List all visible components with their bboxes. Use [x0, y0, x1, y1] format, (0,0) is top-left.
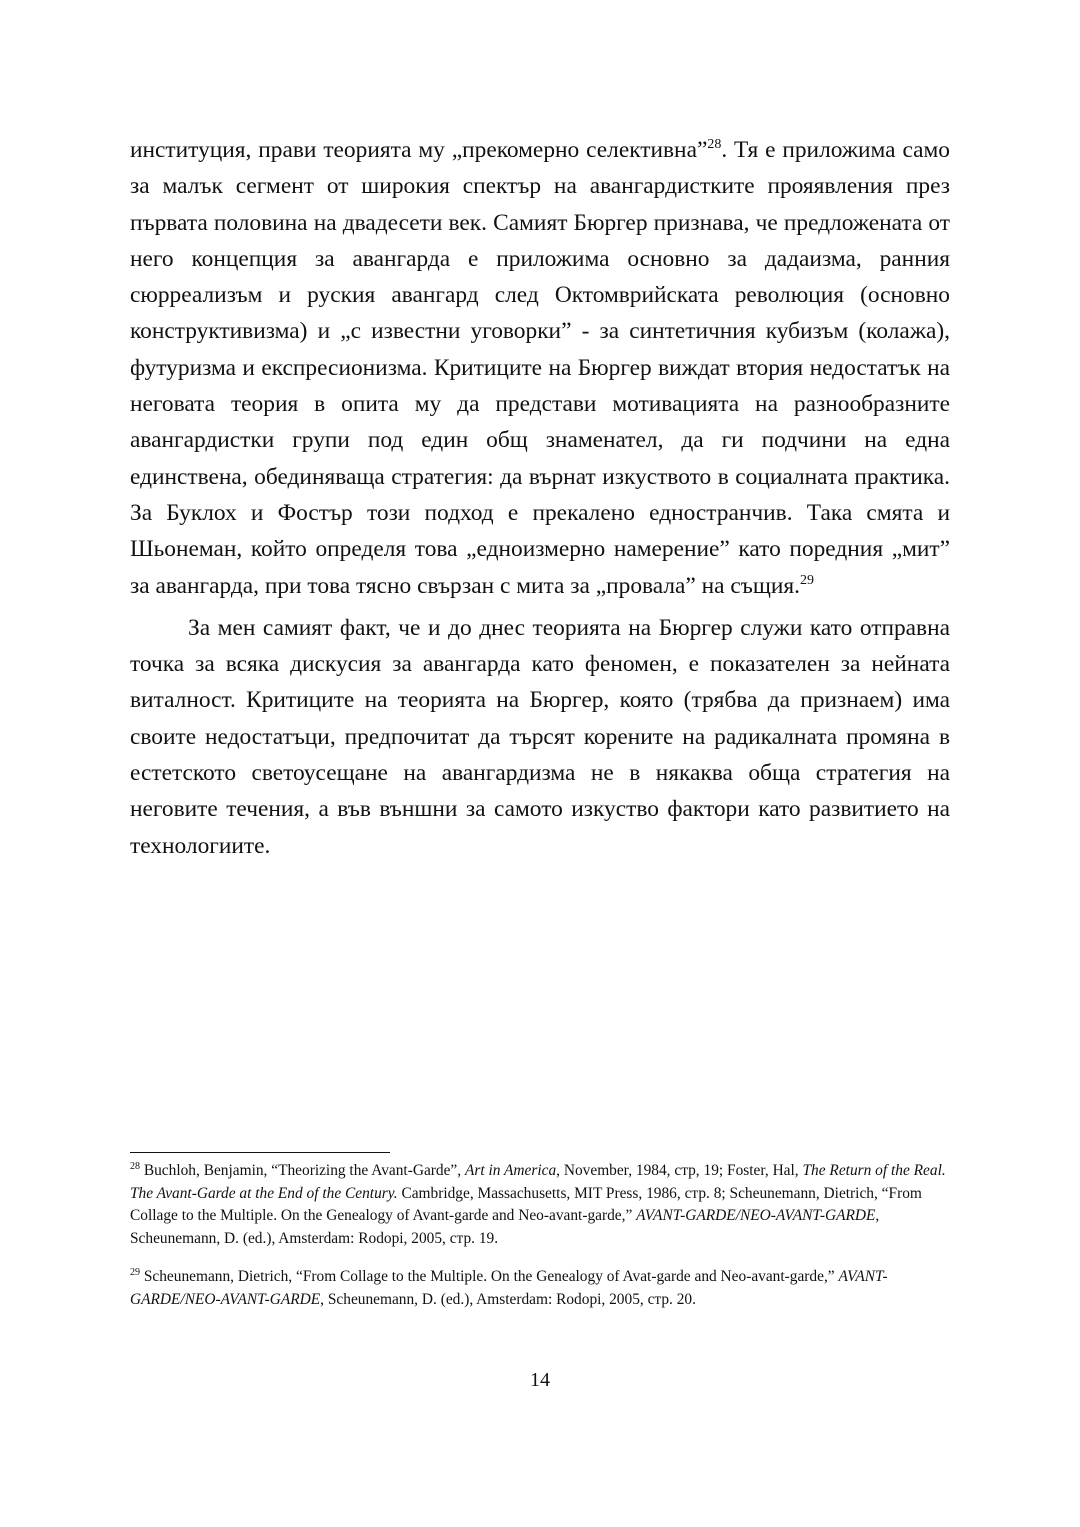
footnote-text: Cambridge, Massachusetts, MIT Press, 1986, стр. 8; Scheunemann, Dietrich, “From Collage to the Multiple. On the Genealogy of Avant-garde and Neo-avant-garde,” [130, 1184, 922, 1224]
page-number: 14 [530, 1369, 550, 1391]
footnote-ref-28[interactable]: 28 [707, 137, 722, 153]
footnote-number: 29 [130, 1266, 140, 1278]
footnote-text: , Scheunemann, D. (ed.), Amsterdam: Rodopi, 2005, стр. 20. [320, 1290, 696, 1308]
paragraph-1 [130, 132, 950, 604]
paragraph-1-text-b: . Тя е приложима само за малък сегмент от широкия спектър на авангардистките прояявления през първата половина на двадесети век. Самият Бюргер признава, че предложената от него концепция за авангарда е приложима основно за дадаизма, ранния сюрреализъм и руския авангард след Октомврийската революция (основно конструктивизма) и „с известни уговорки” - за синтетичния кубизъм (колажа), футуризма и експресионизма. Критиците на Бюргер виждат втория недостатък на неговата теория в опита му да представи мотивацията на разнообразните авангардистки групи под един общ знаменател, да ги подчини на една единствена, обединяваща стратегия: да върнат изкуството в социалната практика. За Буклох и Фостър този подход е прекалено едностранчив. Така смята и Шьонеман, който определя това „едноизмерно намерение” като поредния „мит” за авангарда, при това тясно свързан с мита за „провала” на същия. [130, 137, 950, 599]
footnotes [130, 1160, 950, 1311]
footnote-separator [130, 1152, 390, 1153]
footnote-title: The Return of the Real. The Avant-Garde at the End of the Century. [130, 1162, 946, 1202]
footnote-ref-29[interactable]: 29 [800, 572, 815, 588]
paragraph-1-text-a: институция, прави теорията му „прекомерно селективна” [130, 137, 708, 163]
footnote-29 [130, 1266, 950, 1311]
footnote-title: AVANT-GARDE/NEO-AVANT-GARDE [130, 1268, 888, 1308]
body-text [130, 132, 950, 864]
footnote-text: Scheunemann, Dietrich, “From Collage to the Multiple. On the Genealogy of Avat-garde and Neo-avant-garde,” [140, 1268, 839, 1285]
footnote-text: , Scheunemann, D. (ed.), Amsterdam: Rodopi, 2005, стр. 19. [130, 1207, 880, 1247]
footnote-number: 28 [130, 1160, 140, 1172]
footnote-title: AVANT-GARDE/NEO-AVANT-GARDE [636, 1207, 876, 1224]
paragraph-2: За мен самият факт, че и до днес теорията на Бюргер служи като отправна точка за всяка дискусия за авангарда като феномен, е показателен за нейната виталност. Критиците на теорията на Бюргер, която (трябва да признаем) има своите недостатъци, предпочитат да търсят корените на радикалната промяна в естетското светоусещане на авангардизма не в някаква обща стратегия на неговите течения, а във външни за самото изкуство фактори като развитието на технологиите. [130, 614, 950, 859]
footnote-title: Art in America [464, 1162, 557, 1179]
footnote-28 [130, 1160, 950, 1250]
footnote-text: , November, 1984, стр, 19; Foster, Hal, [556, 1162, 803, 1179]
footnote-text: Buchloh, Benjamin, “Theorizing the Avant-Garde”, [140, 1162, 465, 1179]
